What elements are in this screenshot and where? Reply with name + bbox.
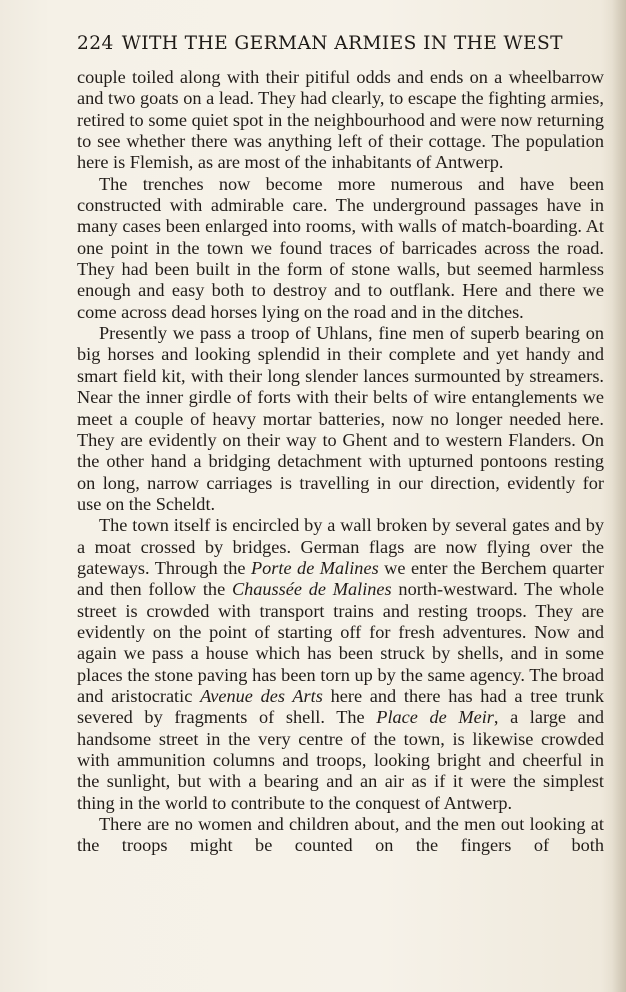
text-segment: The town itself is encircled by a wall broken by several gates and by a moat crossed by bridges. German flags are now flying over the gateways. Through the bbox=[77, 515, 604, 578]
text-segment: The trenches now become more numerous and have been constructed with admirable care. The underground passages have in many cases been enlarged into rooms, with walls of match-boarding. At one point in the town we found traces of barricades across the road. They had been built in the form of stone walls, but seemed harmless enough and easy both to destroy and to outflank. Here and there we come across dead horses lying on the road and in the ditches. bbox=[77, 173, 604, 322]
page-edge-shadow bbox=[612, 0, 626, 992]
paragraph bbox=[77, 323, 604, 515]
text-segment: north-westward. The whole street is crowded with transport trains and resting troops. They are evidently on the point of starting off for fresh adventures. Now and again we pass a house which has been struck by shells, and in some places the stone paving has been torn up by the same agency. The broad and aristocratic bbox=[77, 579, 604, 706]
page-number: 224 bbox=[77, 33, 114, 54]
paragraph bbox=[77, 814, 604, 857]
text-segment: we enter the Berchem quarter and then follow the bbox=[77, 557, 604, 600]
text-segment: , a large and handsome street in the very centre of the town, is likewise crowded with ammunition columns and troops, looking bright and cheerful in the sunlight, but with a bearing and an air as if it were the simplest thing in the world to contribute to the conquest of Antwerp. bbox=[77, 707, 605, 813]
running-header bbox=[77, 33, 573, 59]
paragraph bbox=[77, 515, 604, 814]
paragraph bbox=[77, 174, 604, 323]
body-text bbox=[77, 67, 604, 857]
text-segment: There are no women and children about, and the men out looking at the troops might be counted on the fingers of both bbox=[77, 814, 604, 856]
text-segment: here and there has had a tree trunk severed by fragments of shell. The bbox=[77, 685, 604, 728]
italic-place-name: Avenue des Arts bbox=[200, 685, 323, 706]
text-segment: couple toiled along with their pitiful odds and ends on a wheelbarrow and two goats on a lead. They had clearly, to escape the fighting armies, retired to some quiet spot in the neighbourhood and were now returning to see whether there was anything left of their cottage. The population here is Flemish, as are most of the inhabitants of Antwerp. bbox=[77, 67, 604, 173]
italic-place-name: Porte de Malines bbox=[250, 557, 379, 578]
text-segment: Presently we pass a troop of Uhlans, fine men of superb bearing on big horses and looking splendid in their complete and yet handy and smart field kit, with their long slender lances surmounted by streamers. Near the inner girdle of forts with their belts of wire entanglements we meet a couple of heavy mortar batteries, now no longer needed here. They are evidently on their way to Ghent and to western Flanders. On the other hand a bridging detachment with upturned pontoons resting on long, narrow carriages is travelling in our direction, evidently for use on the Scheldt. bbox=[77, 323, 604, 514]
paragraph bbox=[77, 67, 604, 174]
italic-place-name: Place de Meir bbox=[376, 707, 494, 728]
running-title: WITH THE GERMAN ARMIES IN THE WEST bbox=[121, 33, 563, 54]
italic-place-name: Chaussée de Malines bbox=[231, 579, 392, 600]
